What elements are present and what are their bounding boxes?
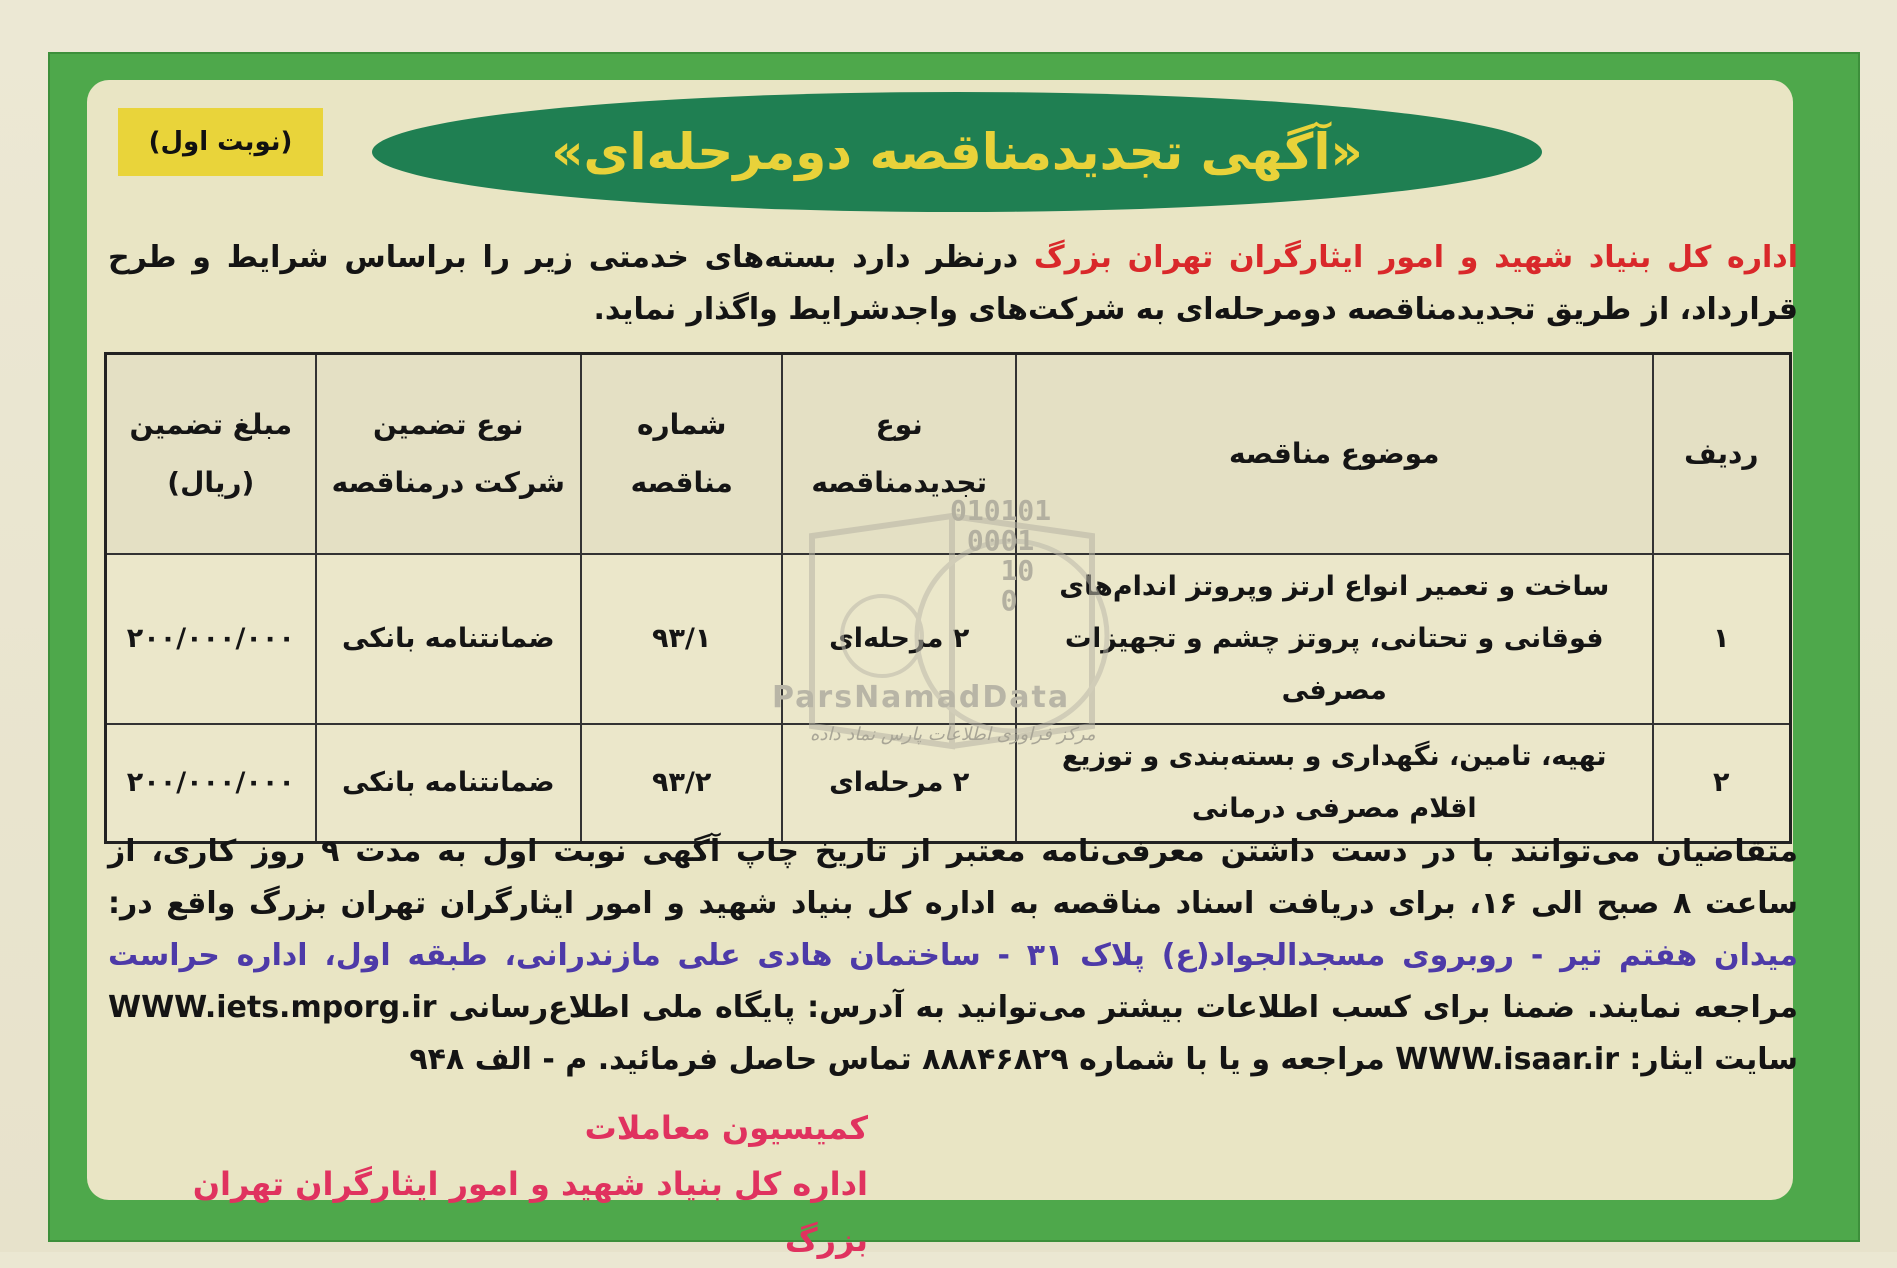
cell-subject: تهیه، تامین، نگهداری و بسته‌بندی و توزیع اقلام مصرفی درمانی <box>1016 724 1653 843</box>
header-subject: موضوع مناقصه <box>1016 354 1653 555</box>
cell-guarantee-type: ضمانتنامه بانکی <box>316 724 581 843</box>
signature-block <box>108 1100 868 1268</box>
table-header-row <box>106 354 1791 555</box>
signature-committee: کمیسیون معاملات <box>584 1109 868 1147</box>
cell-guarantee-amount: ۲۰۰/۰۰۰/۰۰۰ <box>106 724 316 843</box>
conditions-paragraph <box>108 826 1798 1086</box>
intro-paragraph <box>108 232 1798 336</box>
cell-row-number: ۲ <box>1653 724 1791 843</box>
header-row-number: ردیف <box>1653 354 1791 555</box>
cell-subject: ساخت و تعمیر انواع ارتز وپروتز اندام‌های فوقانی و تحتانی، پروتز چشم و تجهیزات مصرفی <box>1016 554 1653 724</box>
contact-text: مراجعه نمایند. ضمنا برای کسب اطلاعات بیشتر می‌توانید به آدرس: پایگاه ملی اطلاع‌رسانی WWW.iets.mporg.ir سایت ایثار: WWW.isaar.ir مراجعه و یا با شماره ۸۸۸۴۶۸۲۹ تماس حاصل فرمائید. م - الف ۹۴۸ <box>108 990 1798 1077</box>
tender-table <box>104 352 1792 844</box>
cell-guarantee-amount: ۲۰۰/۰۰۰/۰۰۰ <box>106 554 316 724</box>
round-badge: (نوبت اول) <box>118 108 323 176</box>
header-tender-type: نوع تجدیدمناقصه <box>782 354 1015 555</box>
watermark-brand: ParsNamadData <box>772 680 1071 715</box>
notice-title: «آگهی تجدیدمناقصه دومرحله‌ای» <box>551 123 1363 181</box>
title-banner <box>372 92 1542 212</box>
cell-row-number: ۱ <box>1653 554 1791 724</box>
cell-tender-type: ۲ مرحله‌ای <box>782 724 1015 843</box>
cell-tender-number: ۹۳/۱ <box>581 554 783 724</box>
header-guarantee-amount: مبلغ تضمین (ریال) <box>106 354 316 555</box>
signature-organization: اداره کل بنیاد شهید و امور ایثارگران تهران بزرگ <box>192 1165 868 1259</box>
cell-tender-number: ۹۳/۲ <box>581 724 783 843</box>
watermark-subtitle: مرکز فراوری اطلاعات پارس نماد داده <box>810 724 1096 745</box>
header-tender-number: شماره مناقصه <box>581 354 783 555</box>
header-guarantee-type: نوع تضمین شرکت درمناقصه <box>316 354 581 555</box>
watermark-digits: 010101 0001 10 0 <box>950 494 1052 617</box>
cell-guarantee-type: ضمانتنامه بانکی <box>316 554 581 724</box>
cell-tender-type: ۲ مرحله‌ای <box>782 554 1015 724</box>
office-address: میدان هفتم تیر - روبروی مسجدالجواد(ع) پلاک ۳۱ - ساختمان هادی علی مازندرانی، طبقه اول، اداره حراست <box>108 938 1799 973</box>
conditions-text: متقاضیان می‌توانند با در دست داشتن معرفی‌نامه معتبر از تاریخ چاپ آگهی نوبت اول به مدت ۹ روز کاری، از ساعت ۸ صبح الی ۱۶، برای دریافت اسناد مناقصه به اداره کل بنیاد شهید و امور ایثارگران تهران بزرگ واقع در: <box>108 834 1798 921</box>
organization-name: اداره کل بنیاد شهید و امور ایثارگران تهران بزرگ <box>1033 240 1798 275</box>
intro-text: درنظر دارد بسته‌های خدمتی زیر را براساس شرایط و طرح قرارداد، از طریق تجدیدمناقصه دومرحله‌ای به شرکت‌های واجدشرایط واگذار نماید. <box>108 240 1798 327</box>
